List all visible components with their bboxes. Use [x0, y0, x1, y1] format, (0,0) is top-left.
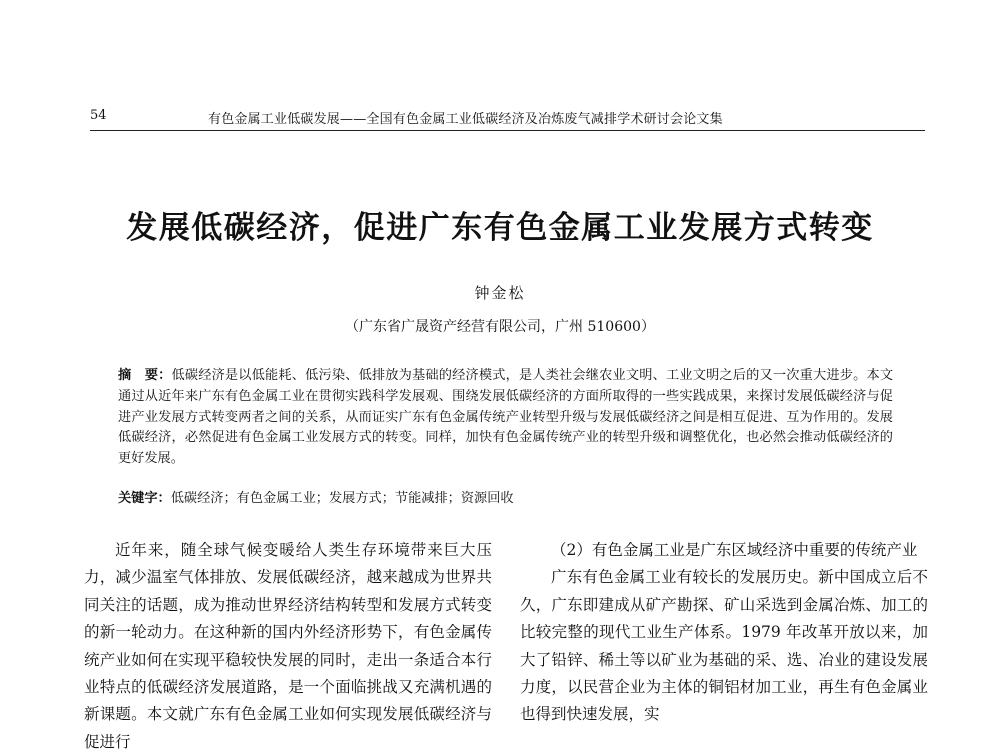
abstract-text: 低碳经济是以低能耗、低污染、低排放为基础的经济模式，是人类社会继农业文明、工业文明之后的又一次重大进步。本文通过从近年来广东有色金属工业在贯彻实践科学发展观、围绕发展低碳经济的方面所取得的一些实践成果，来探讨发展低碳经济与促进产业发展方式转变两者之间的关系，从而证实广东有色金属传统产业转型升级与发展低碳经济之间是相互促进、互为作用的。发展低碳经济，必然促进有色金属工业发展方式的转变。同样，加快有色金属传统产业的转型升级和调整优化，也必然会推动低碳经济的更好发展。 — [118, 368, 894, 467]
body-column-right — [520, 537, 928, 729]
article-title: 发展低碳经济，促进广东有色金属工业发展方式转变 — [126, 210, 874, 246]
keywords — [118, 489, 893, 509]
body-paragraph: 广东有色金属工业有较长的发展历史。新中国成立后不久，广东即建成从矿产勘探、矿山采选到金属冶炼、加工的比较完整的现代工业生产体系。1979 年改革开放以来，加大了铅锌、稀土等以矿业为基础的采、选、冶业的建设发展力度，以民营企业为主体的铜铝材加工业，再生有色金属业也得到快速发展，实 — [520, 568, 928, 724]
keywords-label: 关键字： — [118, 491, 171, 506]
running-header — [90, 108, 925, 131]
running-title: 有色金属工业低碳发展——全国有色金属工业低碳经济及冶炼废气减排学术研讨会论文集 — [208, 112, 723, 127]
keywords-text: 低碳经济；有色金属工业；发展方式；节能减排；资源回收 — [170, 491, 514, 506]
body-paragraph: 近年来，随全球气候变暖给人类生存环境带来巨大压力，减少温室气体排放、发展低碳经济，越来越成为世界共同关注的话题，成为推动世界经济结构转型和发展方式转变的新一轮动力。在这种新的国内外经济形势下，有色金属传统产业如何在实现平稳较快发展的同时，走出一条适合本行业特点的低碳经济发展道路，是一个面临挑战又充满机遇的新课题。本文就广东有色金属工业如何实现发展低碳经济与促进行 — [84, 541, 492, 751]
page-number: 54 — [90, 108, 107, 123]
abstract — [118, 366, 893, 470]
section-heading: （2）有色金属工业是广东区域经济中重要的传统产业 — [551, 541, 918, 559]
author-name: 钟金松 — [474, 284, 526, 302]
author-affiliation: （广东省广晟资产经营有限公司，广州 510600） — [345, 319, 655, 335]
body-column-left — [84, 537, 492, 756]
abstract-label: 摘 要： — [118, 368, 172, 383]
